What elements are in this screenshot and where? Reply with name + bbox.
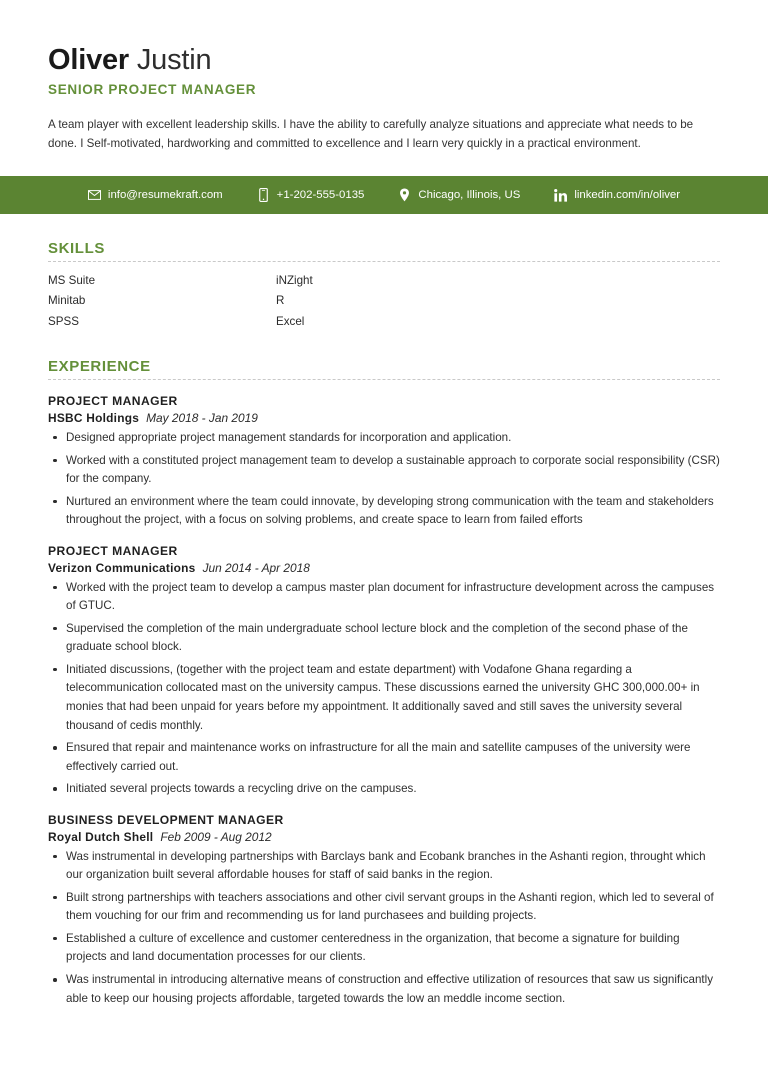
skill-item: iNZight bbox=[276, 274, 313, 288]
contact-location-label: Chicago, Illinois, US bbox=[418, 189, 521, 202]
job-meta bbox=[48, 830, 720, 844]
skill-item: SPSS bbox=[48, 314, 79, 328]
page-bottom-spacer bbox=[48, 1012, 720, 1038]
contact-item-linkedin[interactable] bbox=[537, 188, 697, 202]
job-bullet: Worked with the project team to develop a campus master plan document for infrastructure development across the campuses of GTUC. bbox=[48, 579, 720, 616]
job-bullet-list bbox=[48, 429, 720, 530]
job-bullet: Designed appropriate project management standards for incorporation and application. bbox=[48, 429, 720, 448]
contact-item-phone[interactable] bbox=[240, 188, 382, 202]
skills-section bbox=[48, 240, 720, 332]
skill-item: R bbox=[276, 294, 285, 308]
contact-email-label: info@resumekraft.com bbox=[107, 189, 223, 202]
job-role: PROJECT MANAGER bbox=[48, 543, 178, 558]
candidate-last-name: Justin bbox=[136, 44, 212, 76]
job-dates: Jun 2014 - Apr 2018 bbox=[202, 560, 310, 575]
contact-linkedin-label: linkedin.com/in/oliver bbox=[574, 189, 681, 202]
skills-divider bbox=[48, 261, 720, 262]
contact-phone-label: +1-202-555-0135 bbox=[276, 189, 365, 202]
job-bullet: Worked with a constituted project management team to develop a sustainable approach to corporate social responsibility (CSR) for the company. bbox=[48, 452, 720, 489]
skills-grid bbox=[48, 271, 720, 332]
experience-divider bbox=[48, 379, 720, 380]
job-role: BUSINESS DEVELOPMENT MANAGER bbox=[48, 812, 284, 827]
contact-item-location[interactable] bbox=[381, 188, 537, 202]
experience-section bbox=[48, 358, 720, 1008]
map-pin-icon bbox=[398, 188, 411, 202]
experience-entry bbox=[48, 544, 720, 799]
skills-section-title: SKILLS bbox=[48, 240, 105, 258]
job-bullet: Was instrumental in introducing alternative means of construction and effective utilization of resources that saw us significantly able to keep our housing projects affordable, targeted towards the low an meddle income section. bbox=[48, 971, 720, 1008]
candidate-name bbox=[48, 44, 720, 76]
contact-item-email[interactable] bbox=[71, 188, 240, 202]
job-bullet: Supervised the completion of the main undergraduate school lecture block and the completion of the second phase of the graduate school block. bbox=[48, 620, 720, 657]
job-company: Royal Dutch Shell bbox=[48, 829, 154, 844]
mobile-phone-icon bbox=[257, 188, 270, 202]
job-bullet: Nurtured an environment where the team could innovate, by developing strong communication with the team and stakeholders throughout the project, with a focus on solving problems, and create space to learn from failed efforts bbox=[48, 493, 720, 530]
job-bullet: Initiated several projects towards a recycling drive on the campuses. bbox=[48, 780, 720, 799]
candidate-job-title: SENIOR PROJECT MANAGER bbox=[48, 82, 257, 98]
job-bullet: Established a culture of excellence and customer centeredness in the organization, that become a signature for building projects and land documentation processes for our clients. bbox=[48, 930, 720, 967]
skill-item: Minitab bbox=[48, 294, 86, 308]
resume-header bbox=[0, 0, 768, 154]
job-company: HSBC Holdings bbox=[48, 410, 140, 425]
job-bullet: Built strong partnerships with teachers associations and other civil servant groups in the Ashanti region, which led to several of them vouching for our frim and recommending us for land purchasees and building projects. bbox=[48, 889, 720, 926]
skill-item: Excel bbox=[276, 314, 305, 328]
professional-summary: A team player with excellent leadership skills. I have the ability to carefully analyze situations and appreciate what needs to be done. I Self-motivated, hardworking and committed to excellence and I learn very quickly in a practical environment. bbox=[48, 118, 694, 151]
resume-body bbox=[0, 240, 768, 1038]
job-dates: Feb 2009 - Aug 2012 bbox=[160, 829, 272, 844]
contact-bar bbox=[0, 176, 768, 214]
skill-item: MS Suite bbox=[48, 274, 96, 288]
job-meta bbox=[48, 411, 720, 425]
job-bullet-list bbox=[48, 579, 720, 799]
experience-entry bbox=[48, 813, 720, 1008]
job-bullet: Was instrumental in developing partnerships with Barclays bank and Ecobank branches in the Ashanti region, throught which our organization built several affordable houses for staff of said banks in the region. bbox=[48, 848, 720, 885]
job-bullet: Ensured that repair and maintenance works on infrastructure for all the main and satellite campuses of the university were effectively carried out. bbox=[48, 739, 720, 776]
linkedin-icon bbox=[554, 188, 567, 202]
job-dates: May 2018 - Jan 2019 bbox=[146, 410, 258, 425]
experience-section-title: EXPERIENCE bbox=[48, 357, 151, 375]
job-bullet: Initiated discussions, (together with the project team and estate department) with Vodafone Ghana regarding a telecommunication collocated mast on the university campus. These discussions earned the university GHC 300,000.00+ in monies that had been unpaid for years before my appointment. It additionally saved and still saves the university several thousand of cedis monthly. bbox=[48, 661, 720, 735]
job-company: Verizon Communications bbox=[48, 560, 196, 575]
candidate-first-name: Oliver bbox=[48, 44, 130, 76]
experience-entry bbox=[48, 394, 720, 530]
envelope-icon bbox=[88, 188, 101, 202]
job-bullet-list bbox=[48, 848, 720, 1008]
job-role: PROJECT MANAGER bbox=[48, 393, 178, 408]
job-meta bbox=[48, 561, 720, 575]
